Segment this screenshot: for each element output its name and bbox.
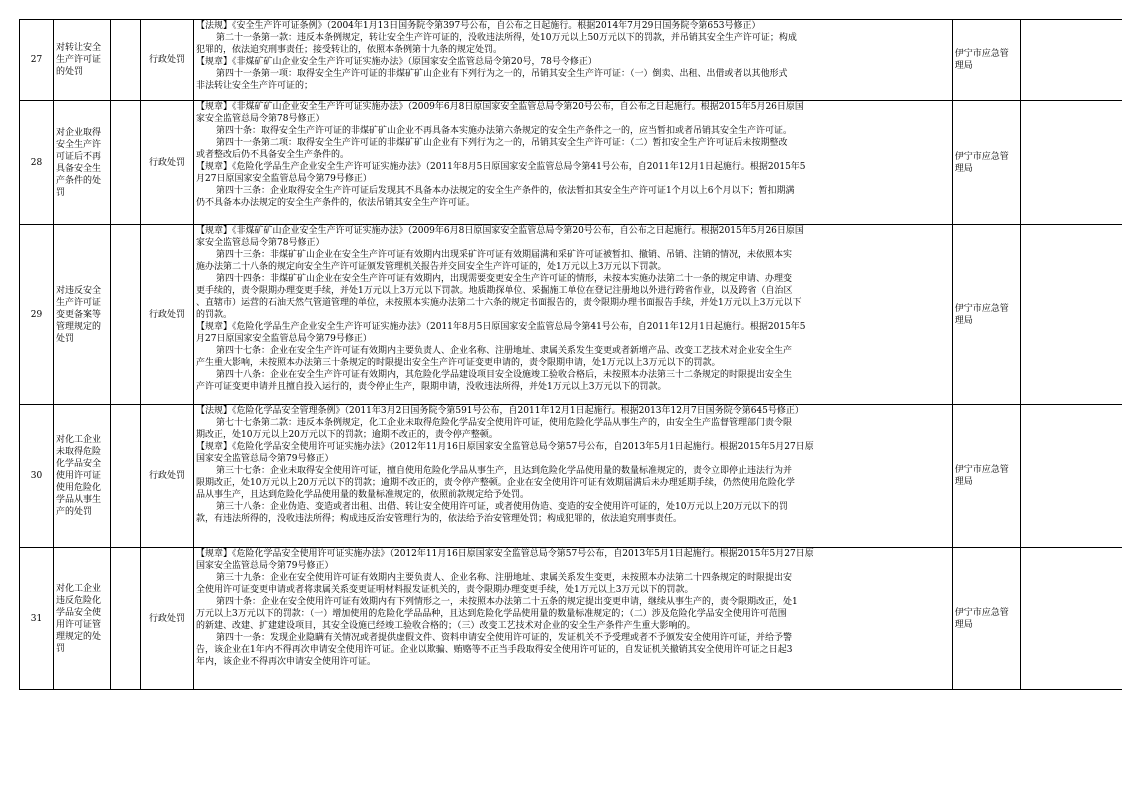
legal-basis-line: 第三十七条：企业未取得安全使用许可证，擅自使用危险化学品从事生产，且达到危险化学品使用量的数量标准规定的，责令立即停止违法行为并 <box>216 466 793 476</box>
legal-basis-line: 产许可证变更申请并且擅自投入运行的，责令停止生产，限期申请，没收违法所得，并处1万元以上3万元以下的罚款。 <box>196 382 667 392</box>
legal-basis-line: 万元以上3万元以下的罚款：（一）增加使用的危险化学品品种，且达到危险化学品使用量的数量标准规定的；（二）涉及危险化学品安全使用许可范围 <box>196 609 787 619</box>
department-cell: 伊宁市应急管理局 <box>952 548 1020 690</box>
legal-basis-line: 第三十九条：企业在安全使用许可证有效期内主要负责人、企业名称、注册地址、隶属关系发生变更，未按照本办法第二十四条规定的时限提出安 <box>216 573 793 583</box>
legal-basis-line: 款，有违法所得的，没收违法所得；构成违反治安管理行为的，依法给予治安管理处罚；构成犯罪的，依法追究刑事责任。 <box>196 514 683 524</box>
empty-cell <box>111 548 141 690</box>
legal-basis-line: 更手续的，责令限期办理变更手续，并处1万元以上3万元以下罚款。地质勘探单位、采掘施工单位在登记注册地以外进行跨省作业，以及跨省（自治区 <box>196 286 793 296</box>
legal-basis-line: 【规章】《危险化学品生产企业安全生产许可证实施办法》（2011年8月5日原国家安全监管总局令第41号公布，自2011年12月1日起施行。根据2015年5 <box>196 162 806 172</box>
item-name-cell: 对转让安全生产许可证的处罚 <box>53 20 110 101</box>
item-name-cell: 对违反安全生产许可证变更备案等管理规定的处罚 <box>53 225 110 405</box>
legal-basis-line: 第四十八条：企业在安全生产许可证有效期内，其危险化学品建设项目安全设施竣工验收合格后，未按照本办法第三十二条规定的时限提出安全生 <box>216 370 793 380</box>
table-row <box>20 20 1122 101</box>
item-type-cell: 行政处罚 <box>140 101 193 225</box>
legal-basis-line: 【规章】《非煤矿矿山企业安全生产许可证实施办法》（2009年6月8日原国家安全监管总局令第20号公布，自公布之日起施行。根据2015年5月26日原国 <box>196 102 804 112</box>
legal-basis-line: 第四十四条：非煤矿矿山企业在安全生产许可证有效期内，出现需要变更安全生产许可证的情形，未按本实施办法第二十一条的规定申请、办理变 <box>216 274 793 284</box>
row-number-cell: 31 <box>20 548 54 690</box>
department-cell: 伊宁市应急管理局 <box>952 101 1020 225</box>
legal-basis-line: 【规章】《非煤矿矿山企业安全生产许可证实施办法》（原国家安全监管总局令第20号，78号令修正） <box>196 57 597 67</box>
row-number-cell: 30 <box>20 405 54 548</box>
legal-basis-line: 月27日原国家安全监管总局令第79号修正） <box>196 334 372 344</box>
row-number-cell: 27 <box>20 20 54 101</box>
legal-basis-line: 施办法第二十八条的规定向安全生产许可证颁发管理机关报告并交回安全生产许可证的，处1万元以上3万元以下罚款。 <box>196 262 667 272</box>
legal-basis-line: 第四十一条：发现企业隐瞒有关情况或者提供虚假文件、资料申请安全使用许可证的，发证机关不予受理或者不予颁发安全使用许可证，并给予警 <box>216 633 793 643</box>
legal-basis-line: 【规章】《非煤矿矿山企业安全生产许可证实施办法》（2009年6月8日原国家安全监管总局令第20号公布，自公布之日起施行。根据2015年5月26日原国 <box>196 226 804 236</box>
legal-basis-line: 、直辖市）运营的石油天然气管道管理的单位，未按照本实施办法第二十六条的规定书面报告的，责令限期办理书面报告手续，并处1万元以上3万元以下 <box>196 298 802 308</box>
empty-cell <box>111 405 141 548</box>
department-cell: 伊宁市应急管理局 <box>952 225 1020 405</box>
legal-basis-line: 第四十一条第一项：取得安全生产许可证的非煤矿矿山企业有下列行为之一的，吊销其安全生产许可证：（一）倒卖、出租、出借或者以其他形式 <box>216 69 788 79</box>
legal-basis-line: 第四十条：企业在安全使用许可证有效期内有下列情形之一，未按照本办法第二十五条的规定提出变更申请，继续从事生产的，责令限期改正，处1 <box>216 597 798 607</box>
legal-basis-line: 家安全监管总局令第78号修正） <box>196 238 325 248</box>
legal-basis-line: 告，该企业在1年内不得再次申请安全使用许可证。企业以欺骗、贿赂等不正当手段取得安全使用许可证的，自发证机关撤销其安全使用许可证之日起3 <box>196 645 793 655</box>
penalty-table <box>19 19 1122 690</box>
legal-basis-line: 【规章】《危险化学品安全使用许可证实施办法》（2012年11月16日原国家安全监管总局令第57号公布，自2013年5月1日起施行。根据2015年5月27日原 <box>196 549 814 559</box>
empty-cell <box>1020 225 1122 405</box>
legal-basis-line: 第七十七条第二款：违反本条例规定，化工企业未取得危险化学品安全使用许可证，使用危险化学品从事生产的，由安全生产监督管理部门责令限 <box>216 418 793 428</box>
legal-basis-line: 仍不具备本办法规定的安全生产条件的，依法吊销其安全生产许可证。 <box>196 198 476 208</box>
legal-basis-line: 的罚款。 <box>196 310 233 320</box>
item-name-cell: 对企业取得安全生产许可证后不再具备安全生产条件的处罚 <box>53 101 110 225</box>
row-number-cell: 28 <box>20 101 54 225</box>
legal-basis-line: 【规章】《危险化学品生产企业安全生产许可证实施办法》（2011年8月5日原国家安全监管总局令第41号公布，自2011年12月1日起施行。根据2015年5 <box>196 322 806 332</box>
legal-basis-line: 第四十一条第二项：取得安全生产许可证的非煤矿矿山企业有下列行为之一的，吊销其安全生产许可证：（二）暂扣安全生产许可证后未按期整改 <box>216 138 788 148</box>
empty-cell <box>1020 101 1122 225</box>
legal-basis-line: 全使用许可证变更申请或者将隶属关系变更证明材料报发证机关的，责令限期办理变更手续，处1万元以上3万元以下的罚款。 <box>196 585 694 595</box>
legal-basis-line: 限期改正，处10万元以上20万元以下的罚款；逾期不改正的，责令停产整顿。企业在安全使用许可证有效期届满后未办理延期手续，仍然使用危险化学 <box>196 478 795 488</box>
legal-basis-line: 第二十一条第一款：违反本条例规定，转让安全生产许可证的，没收违法所得，处10万元以上50万元以下的罚款，并吊销其安全生产许可证；构成 <box>216 33 797 43</box>
legal-basis-line: 月27日原国家安全监管总局令第79号修正） <box>196 174 372 184</box>
legal-basis-line: 的新建、改建、扩建建设项目，其安全设施已经竣工验收合格的；（三）改变工艺技术对企业的安全生产条件产生重大影响的。 <box>196 621 696 631</box>
legal-basis-line: 产生重大影响，未按照本办法第三十条规定的时限提出安全生产许可证变更申请的，责令限期申请，处1万元以上3万元以下的罚款。 <box>196 358 721 368</box>
department-cell: 伊宁市应急管理局 <box>952 405 1020 548</box>
legal-basis-cell <box>194 548 953 690</box>
legal-basis-line: 品从事生产，且达到危险化学品使用量的数量标准规定的，依照前款规定给予处罚。 <box>196 490 530 500</box>
empty-cell <box>111 225 141 405</box>
legal-basis-line: 国家安全监管总局令第79号修正） <box>196 561 334 571</box>
table-row <box>20 548 1122 690</box>
legal-basis-line: 年内，该企业不得再次申请安全使用许可证。 <box>196 657 377 667</box>
department-cell: 伊宁市应急管理局 <box>952 20 1020 101</box>
legal-basis-cell <box>194 20 953 101</box>
item-name-cell: 对化工企业违反危险化学品安全使用许可证管理规定的处罚 <box>53 548 110 690</box>
legal-basis-line: 第四十三条：非煤矿矿山企业在安全生产许可证有效期内出现采矿许可证有效期届满和采矿许可证被暂扣、撤销、吊销、注销的情况，未依照本实 <box>216 250 793 260</box>
legal-basis-line: 第四十三条：企业取得安全生产许可证后发现其不具备本办法规定的安全生产条件的，依法暂扣其安全生产许可证1个月以上6个月以下；暂扣期满 <box>216 186 795 196</box>
legal-basis-line: 国家安全监管总局令第79号修正） <box>196 454 334 464</box>
item-type-cell: 行政处罚 <box>140 225 193 405</box>
table-row <box>20 101 1122 225</box>
legal-basis-line: 期改正，处10万元以上20万元以下的罚款；逾期不改正的，责令停产整顿。 <box>196 430 498 440</box>
legal-basis-line: 第三十八条：企业伪造、变造或者出租、出借、转让安全使用许可证，或者使用伪造、变造的安全使用许可证的，处10万元以上20万元以下的罚 <box>216 502 788 512</box>
legal-basis-line: 或者整改后仍不具备安全生产条件的。 <box>196 150 350 160</box>
legal-basis-cell <box>194 101 953 225</box>
item-type-cell: 行政处罚 <box>140 405 193 548</box>
legal-basis-line: 非法转让安全生产许可证的； <box>196 81 314 91</box>
row-number-cell: 29 <box>20 225 54 405</box>
empty-cell <box>111 101 141 225</box>
empty-cell <box>111 20 141 101</box>
item-type-cell: 行政处罚 <box>140 548 193 690</box>
item-name-cell: 对化工企业未取得危险化学品安全使用许可证使用危险化学品从事生产的处罚 <box>53 405 110 548</box>
legal-basis-line: 【规章】《危险化学品安全使用许可证实施办法》（2012年11月16日原国家安全监管总局令第57号公布，自2013年5月1日起施行。根据2015年5月27日原 <box>196 442 814 452</box>
legal-basis-line: 【法规】《危险化学品安全管理条例》（2011年3月2日国务院令第591号公布，自2011年12月1日起施行。根据2013年12月7日国务院令第645号修正） <box>196 406 804 416</box>
empty-cell <box>1020 548 1122 690</box>
legal-basis-line: 家安全监管总局令第78号修正） <box>196 114 325 124</box>
empty-cell <box>1020 20 1122 101</box>
legal-basis-line: 【法规】《安全生产许可证条例》（2004年1月13日国务院令第397号公布，自公布之日起施行。根据2014年7月29日国务院令第653号修正） <box>196 21 761 31</box>
item-type-cell: 行政处罚 <box>140 20 193 101</box>
legal-basis-line: 犯罪的，依法追究刑事责任；接受转让的，依照本条例第十九条的规定处罚。 <box>196 45 503 55</box>
empty-cell <box>1020 405 1122 548</box>
legal-basis-cell <box>194 225 953 405</box>
legal-basis-line: 第四十条：取得安全生产许可证的非煤矿矿山企业不再具备本实施办法第六条规定的安全生产条件之一的，应当暂扣或者吊销其安全生产许可证。 <box>216 126 793 136</box>
legal-basis-line: 第四十七条：企业在安全生产许可证有效期内主要负责人、企业名称、注册地址、隶属关系发生变更或者新增产品、改变工艺技术对企业安全生产 <box>216 346 793 356</box>
legal-basis-cell <box>194 405 953 548</box>
table-row <box>20 225 1122 405</box>
table-row <box>20 405 1122 548</box>
